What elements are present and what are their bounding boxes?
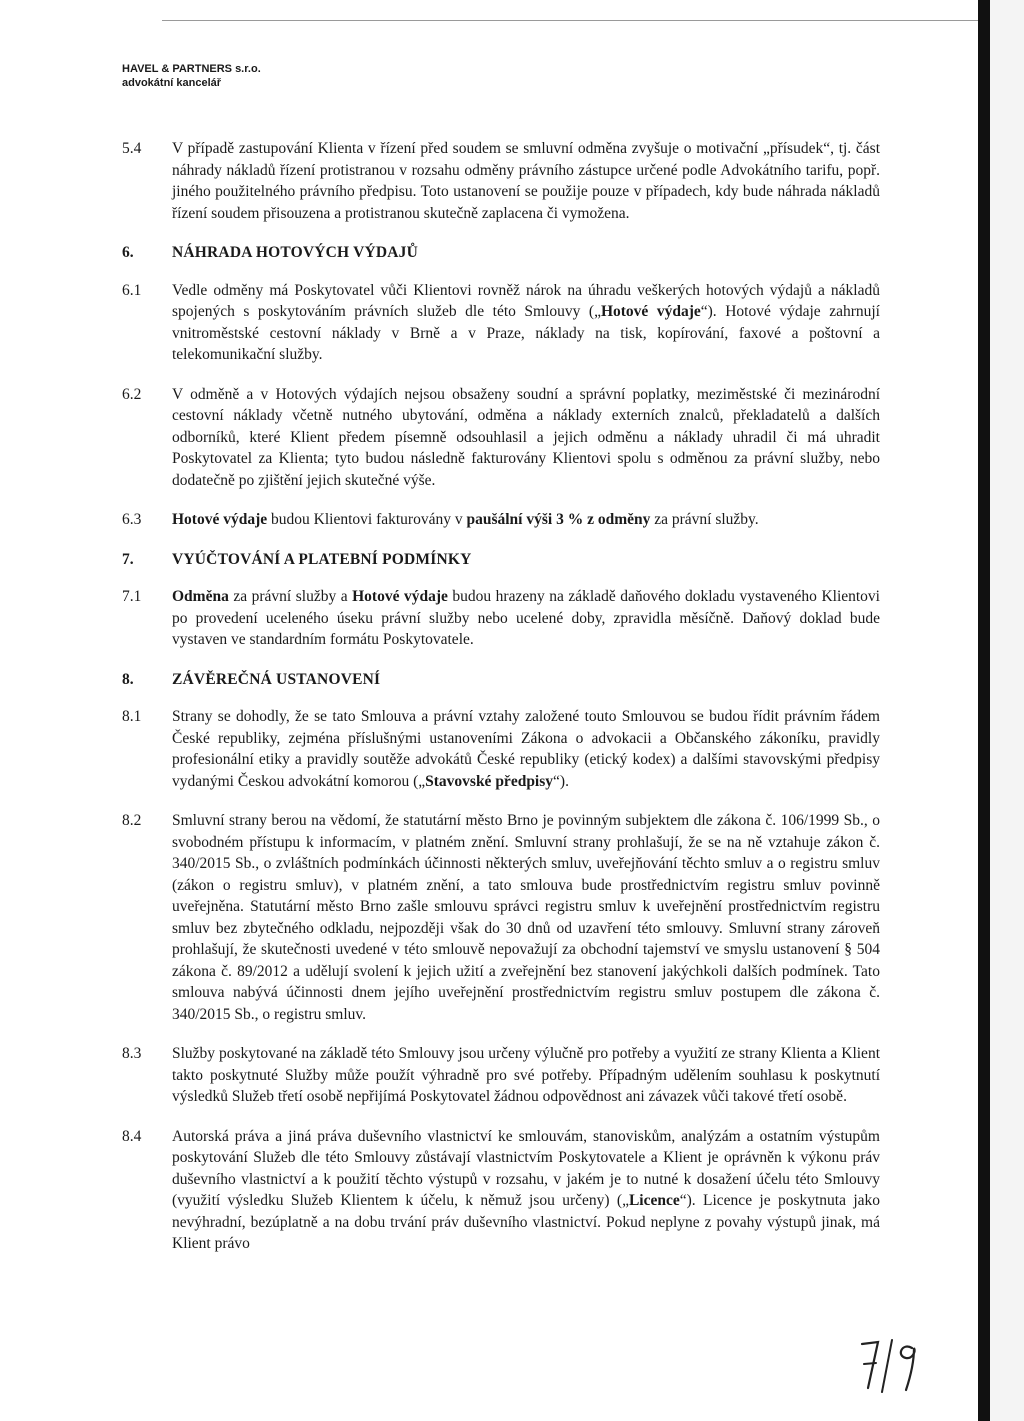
clause-text: V případě zastupování Klienta v řízení před soudem se smluvní odměna zvyšuje o motivační „přísudek“, tj. část náhrady nákladů řízení protistranou v rozsahu odměny právního zástupce určené podle Advokátního tarifu, popř. jiného použitelného právního předpisu. Toto ustanovení se použije pouze v případech, kdy bude náhrada nákladů řízení soudem přisouzena a protistranou skutečně zaplacena či vymožena. (172, 140, 880, 222)
clause-text (172, 280, 880, 366)
text-run: za právní služby a (228, 588, 353, 605)
clause-8-1 (122, 706, 880, 792)
section-number: 7. (122, 550, 134, 568)
clause-number: 6.2 (122, 385, 142, 403)
clause-text (172, 586, 880, 651)
clause-text: Služby poskytované na základě této Smlouvy jsou určeny výlučně pro potřeby a využití ze strany Klienta a Klient takto poskytnuté Služby může použít výhradně pro své potřeby. Případným udělením souhlasu k poskytnutí výsledků Služeb třetí osobě nepřijímá Poskytovatel žádnou odpovědnost ani závazek vůči takové třetí osobě. (172, 1045, 880, 1105)
clause-6-1 (122, 280, 880, 366)
text-run: Strany se dohodly, že se tato Smlouva a právní vztahy založené touto Smlouvou se budou řídit právním řádem České republiky, zejména příslušnými ustanoveními Zákona o advokacii a Občanského zákoníku, pravidly profesionální etiky a pravidly soutěže advokátů České republiky (etický kodex) a dalšími stavovskými předpisy vydanými Českou advokátní komorou („ (172, 708, 880, 790)
clause-number: 8.4 (122, 1127, 142, 1145)
clause-text (172, 706, 880, 792)
defined-term: Stavovské předpisy (425, 772, 554, 790)
clause-8-4 (122, 1126, 880, 1255)
section-title: VYÚČTOVÁNÍ A PLATEBNÍ PODMÍNKY (172, 550, 472, 568)
section-6-heading (122, 242, 880, 264)
top-rule (162, 20, 978, 21)
defined-term: Hotové výdaje (600, 303, 701, 320)
clause-text: V odměně a v Hotových výdajích nejsou obsaženy soudní a správní poplatky, meziměstské či mezinárodní cestovní náklady včetně nutného ubytování, odměna a náklady externích znalců, překladatelů a dalších odborníků, které Klient předem písemně odsouhlasil a jejich odměnu a náklady uhradil či má uhradit Poskytovatel za Klienta; tyto budou následně fakturovány Klientovi spolu s odměnou za právní služby, nebo dodatečně po zjištění jejich skutečné výše. (172, 385, 880, 489)
defined-term: Hotové výdaje (172, 511, 268, 528)
section-title: ZÁVĚREČNÁ USTANOVENÍ (172, 670, 381, 688)
handwritten-page-number (856, 1334, 926, 1394)
scan-edge-bar (978, 0, 990, 1421)
defined-term: Odměna (172, 588, 229, 605)
defined-term: Hotové výdaje (352, 588, 448, 605)
clause-number: 8.1 (122, 708, 142, 725)
clause-number: 5.4 (122, 140, 142, 157)
text-run: “). Hotové výdaje zahrnují vnitroměstské cestovní náklady v Brně a v Praze, náklady na tisk, kopírování, faxové a poštovní a telekomunikační služby. (172, 303, 880, 363)
text-run: za právní služby. (650, 511, 759, 528)
clause-number: 7.1 (122, 588, 142, 605)
section-7-heading (122, 549, 880, 571)
text-run: budou Klientovi fakturovány v (267, 511, 467, 528)
text-run: “). Licence je poskytnuta jako nevýhradní, bezúplatně a na dobu trvání práv duševního vlastnictví. Pokud neplyne z povahy výstupů jinak, má Klient právo (172, 1192, 881, 1252)
document-body (122, 138, 880, 1273)
text-run: Vedle odměny má Poskytovatel vůči Klientovi rovněž nárok na úhradu veškerých hotových výdajů a nákladů spojených s poskytováním právních služeb dle této Smlouvy („ (172, 281, 880, 320)
scan-edge-margin (990, 0, 1024, 1421)
section-8-heading (122, 669, 880, 691)
clause-6-2 (122, 384, 880, 492)
text-run: budou hrazeny na základě daňového dokladu vystaveného Klientovi po provedení uceleného úseku právní služby nebo ucelené doby, zpravidla měsíčně. Daňový doklad bude vystaven ve standardním formátu Poskytovatele. (172, 588, 880, 648)
clause-8-2 (122, 810, 880, 1025)
clause-6-3 (122, 509, 880, 531)
text-run: “). (553, 772, 569, 790)
bold-text: paušální výši 3 % z odměny (466, 511, 651, 528)
clause-number: 6.3 (122, 511, 142, 528)
clause-number: 6.1 (122, 281, 142, 299)
clause-5-4 (122, 138, 880, 224)
defined-term: Licence (628, 1192, 680, 1209)
section-number: 6. (122, 244, 134, 261)
firm-name: HAVEL & PARTNERS s.r.o. (122, 63, 261, 75)
text-run: Autorská práva a jiná práva duševního vlastnictví ke smlouvám, stanoviskům, analýzám a ostatním výstupům poskytování Služeb dle této Smlouvy zůstávají vlastnictvím Poskytovatele a Klient je oprávněn k výkonu práv duševního vlastnictví a k použití těchto výstupů v rozsahu, v jakém je to nutné k dosažení účelu této Smlouvy (využití výsledku Služeb Klientem k účelu, k němuž jsou určeny) („ (172, 1127, 880, 1209)
firm-subtitle: advokátní kancelář (122, 77, 222, 89)
clause-text (172, 509, 880, 531)
section-title: NÁHRADA HOTOVÝCH VÝDAJŮ (172, 244, 419, 261)
clause-text (172, 1126, 880, 1255)
letterhead (122, 62, 261, 90)
clause-number: 8.2 (122, 812, 142, 829)
clause-number: 8.3 (122, 1045, 142, 1062)
clause-8-3 (122, 1043, 880, 1108)
section-number: 8. (122, 670, 134, 688)
clause-7-1 (122, 586, 880, 651)
clause-text: Smluvní strany berou na vědomí, že statutární město Brno je povinným subjektem dle zákona č. 106/1999 Sb., o svobodném přístupu k informacím, v platném znění. Smluvní strany prohlašují, že se na ně vztahuje zákon č. 340/2015 Sb., o zvláštních podmínkách účinnosti některých smluv, uveřejňování těchto smluv a o registru smluv (zákon o registru smluv), v platném znění, a tato smlouva bude prostřednictvím registru smluv povinně uveřejněna. Statutární město Brno zašle smlouvu správci registru smluv k uveřejnění prostřednictvím registru smluv bez zbytečného odkladu, nejpozději však do 30 dnů od uzavření této smlouvy. Smluvní strany zároveň prohlašují, že skutečnosti uvedené v této smlouvě nepovažují za obchodní tajemství ve smyslu ustanovení § 504 zákona č. 89/2012 a udělují svolení k jejich užití a zveřejnění bez stanovení jakýchkoli dalších podmínek. Tato smlouva nabývá účinnosti dnem jejího uveřejnění prostřednictvím registru smluv postupem dle zákona č. 340/2015 Sb., o registru smluv. (172, 812, 880, 1023)
